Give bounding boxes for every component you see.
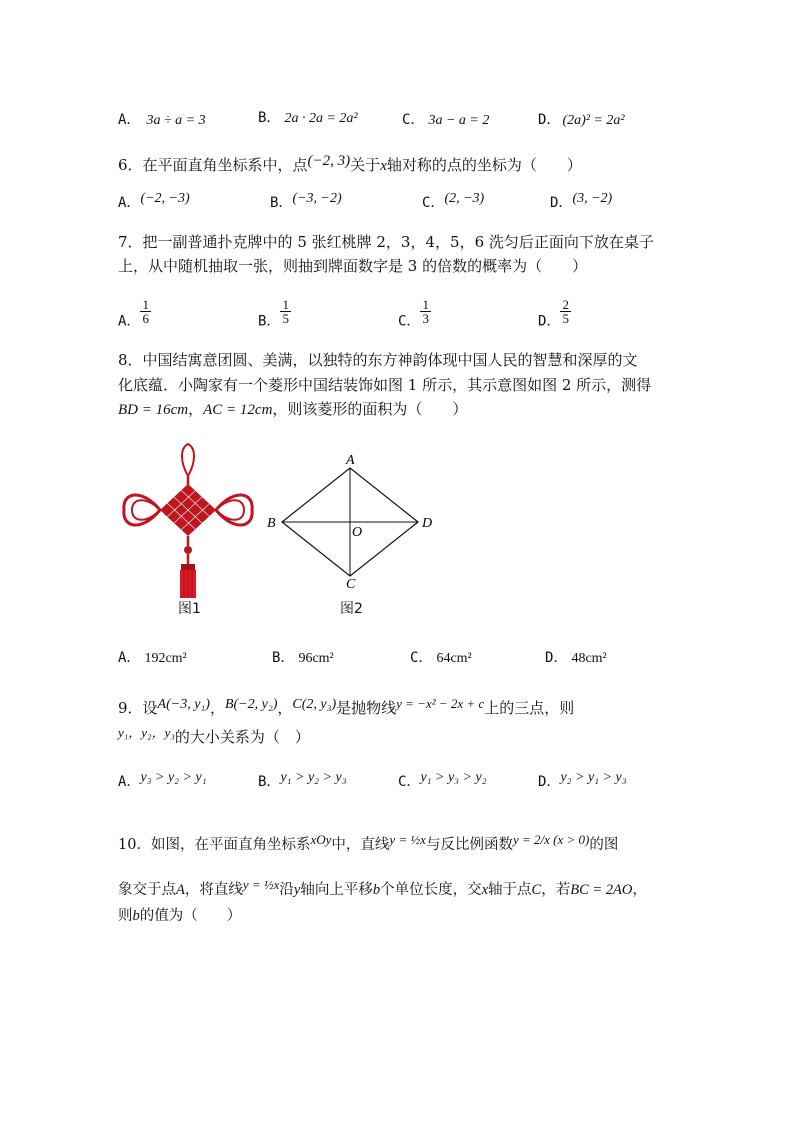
q7-option-b[interactable] <box>258 298 291 332</box>
option-expr: 2a · 2a = 2a² <box>284 111 358 126</box>
option-label: C． <box>398 774 421 790</box>
option-label: D． <box>538 774 561 790</box>
option-label: B． <box>258 110 281 126</box>
q9-point-c: C(2, y₃) <box>292 697 337 712</box>
option-label: C． <box>410 650 433 666</box>
q10-condition: BC = 2AO <box>570 882 633 898</box>
q8-stem-text: ，则该菱形的面积为（ ） <box>272 400 468 418</box>
q10-stem-text: 的值为（ ） <box>139 908 242 924</box>
q10-stem-text: 10．如图，在平面直角坐标系 <box>118 837 311 853</box>
q8-bd: BD = 16cm <box>118 402 189 418</box>
fraction-denominator: 6 <box>142 311 149 326</box>
q8-option-d[interactable] <box>545 648 607 669</box>
option-label: D． <box>538 112 561 128</box>
option-label: A． <box>118 112 141 128</box>
q10-stem-text: 则 <box>118 908 133 924</box>
option-label: A． <box>118 195 141 211</box>
option-label: C． <box>398 313 421 330</box>
q10-stem-text: ， <box>632 882 647 898</box>
q10-stem-line3 <box>118 906 241 926</box>
fraction-denominator: 3 <box>422 311 429 326</box>
q10-stem-text: 个单位长度，交 <box>380 882 482 898</box>
q9-stem-text: 上的三点，则 <box>484 699 575 717</box>
q5-option-c[interactable] <box>402 110 489 131</box>
option-label: B． <box>272 650 295 666</box>
option-fraction <box>420 298 431 325</box>
q9-stem-text: 是抛物线 <box>336 699 397 717</box>
q7-option-d[interactable] <box>538 298 571 332</box>
q10-var: C <box>531 882 542 898</box>
option-expr: (−3, −2) <box>292 191 342 206</box>
q9-option-d[interactable] <box>538 772 627 793</box>
q10-stem-text: 轴于点 <box>488 882 532 898</box>
option-label: D． <box>545 650 568 666</box>
q8-option-c[interactable] <box>410 648 472 669</box>
q9-sep: ， <box>277 699 293 717</box>
option-expr: 96cm² <box>298 651 334 666</box>
q10-stem-text: ，将直线 <box>184 882 243 898</box>
q10-line-eq: y = ½x <box>242 877 280 892</box>
q9-option-b[interactable] <box>258 772 347 793</box>
q10-var: y <box>293 882 301 898</box>
option-label: A． <box>118 313 141 330</box>
q10-stem-text: 的图 <box>589 837 619 853</box>
fraction-numerator: 1 <box>142 297 149 312</box>
option-label: C． <box>422 195 445 211</box>
q7-option-c[interactable] <box>398 298 431 332</box>
q10-var: b <box>372 882 381 898</box>
option-expr: 48cm² <box>571 651 607 666</box>
q10-line-eq: y = ½x <box>389 832 426 847</box>
q6-option-d[interactable] <box>550 193 612 214</box>
q10-xoy: xOy <box>310 832 332 847</box>
q10-stem-text: 中，直线 <box>331 837 390 853</box>
q6-stem-text: 6．在平面直角坐标系中，点 <box>118 156 308 174</box>
q9-stem-text: 的大小关系为（ ） <box>174 728 310 746</box>
q6-option-a[interactable] <box>118 193 190 214</box>
fraction-numerator: 2 <box>562 297 569 312</box>
q9-stem-line1 <box>118 698 574 720</box>
option-label: D． <box>550 195 573 211</box>
q10-stem-line1 <box>118 832 619 855</box>
q8-option-a[interactable] <box>118 648 187 669</box>
q8-stem-line3 <box>118 399 467 420</box>
option-label: A． <box>118 774 141 790</box>
fraction-denominator: 5 <box>562 311 569 326</box>
q10-stem-text: 轴向上平移 <box>300 882 373 898</box>
vertex-b-label: B <box>267 516 276 531</box>
fraction-numerator: 1 <box>282 297 289 312</box>
q5-option-a[interactable] <box>118 110 206 131</box>
q6-stem-text: 轴对称的点的坐标为（ ） <box>386 156 582 174</box>
center-o-label: O <box>352 525 363 540</box>
q8-ac: AC = 12cm <box>203 402 273 418</box>
q8-stem-line1: 8．中国结寓意团圆、美满，以独特的东方神韵体现中国人民的智慧和深厚的文 <box>118 351 638 369</box>
q9-parabola: y = −x² − 2x + c <box>396 696 485 711</box>
q9-option-a[interactable] <box>118 772 207 793</box>
option-expr: y₁ > y₃ > y₂ <box>420 770 487 785</box>
q9-stem-line2 <box>118 727 310 748</box>
option-expr: y₂ > y₁ > y₃ <box>560 770 627 785</box>
q7-stem-line2: 上，从中随机抽取一张，则抽到牌面数字是 3 的倍数的概率为（ ） <box>118 257 588 275</box>
q9-option-c[interactable] <box>398 772 487 793</box>
q5-option-b[interactable] <box>258 108 358 129</box>
q10-func-eq: y = 2/x (x > 0) <box>512 832 590 847</box>
q10-var: x <box>481 882 489 898</box>
option-label: B． <box>270 195 293 211</box>
q7-stem-line1: 7．把一副普通扑克牌中的 5 张红桃牌 2，3，4，5，6 洗匀后正面向下放在桌子 <box>118 233 654 251</box>
option-expr: 3a ÷ a = 3 <box>146 113 206 128</box>
vertex-d-label: D <box>422 516 433 531</box>
option-expr: (2a)² = 2a² <box>562 113 625 128</box>
q6-stem <box>118 155 582 176</box>
q6-var: x <box>380 158 387 174</box>
option-label: B． <box>258 774 281 790</box>
q9-point-b: B(−2, y₂) <box>224 697 278 712</box>
q10-stem-line2 <box>118 877 647 900</box>
option-label: B． <box>258 313 281 330</box>
fraction-denominator: 5 <box>282 311 289 326</box>
q9-point-a: A(−3, y₁) <box>157 697 210 712</box>
option-fraction <box>560 298 571 325</box>
q10-var: b <box>132 908 140 924</box>
option-expr: 64cm² <box>436 651 472 666</box>
q6-point: (−2, 3) <box>307 153 351 169</box>
option-expr: y₃ > y₂ > y₁ <box>140 770 207 785</box>
vertex-a-label: A <box>346 453 355 468</box>
q8-sep: ， <box>188 400 204 418</box>
q10-stem-text: 沿 <box>279 882 294 898</box>
q9-stem-text: 9．设 <box>118 699 158 717</box>
q6-stem-text: 关于 <box>350 156 381 174</box>
q10-stem-text: ，若 <box>541 882 571 898</box>
q10-stem-text: 象交于点 <box>118 882 176 898</box>
option-expr: 192cm² <box>144 651 187 666</box>
q5-option-d[interactable] <box>538 110 625 131</box>
figure1-caption: 图1 <box>178 601 201 617</box>
option-expr: y₁ > y₂ > y₃ <box>280 770 347 785</box>
q6-option-b[interactable] <box>270 193 342 214</box>
option-fraction <box>280 298 291 325</box>
q7-option-a[interactable] <box>118 298 151 332</box>
option-fraction <box>140 298 151 325</box>
q10-var: A <box>176 882 185 898</box>
figure2-caption: 图2 <box>340 601 363 617</box>
q8-stem-line2: 化底蕴．小陶家有一个菱形中国结装饰如图 1 所示，其示意图如图 2 所示，测得 <box>118 376 652 394</box>
option-expr: 3a − a = 2 <box>428 113 490 128</box>
vertex-c-label: C <box>346 577 356 590</box>
option-label: A． <box>118 650 141 666</box>
q8-option-b[interactable] <box>272 648 334 669</box>
option-expr: (−2, −3) <box>140 191 190 206</box>
chinese-knot-illustration <box>118 440 258 600</box>
option-expr: (3, −2) <box>572 191 613 206</box>
q9-sep: ， <box>209 699 225 717</box>
option-label: D． <box>538 313 561 330</box>
q6-option-c[interactable] <box>422 193 484 214</box>
option-label: C． <box>402 112 425 128</box>
q9-vars: y₁，y₂，y₃ <box>118 725 175 740</box>
option-expr: (2, −3) <box>444 191 485 206</box>
fraction-numerator: 1 <box>422 297 429 312</box>
q10-stem-text: 与反比例函数 <box>425 837 513 853</box>
rhombus-diagram <box>262 450 442 590</box>
